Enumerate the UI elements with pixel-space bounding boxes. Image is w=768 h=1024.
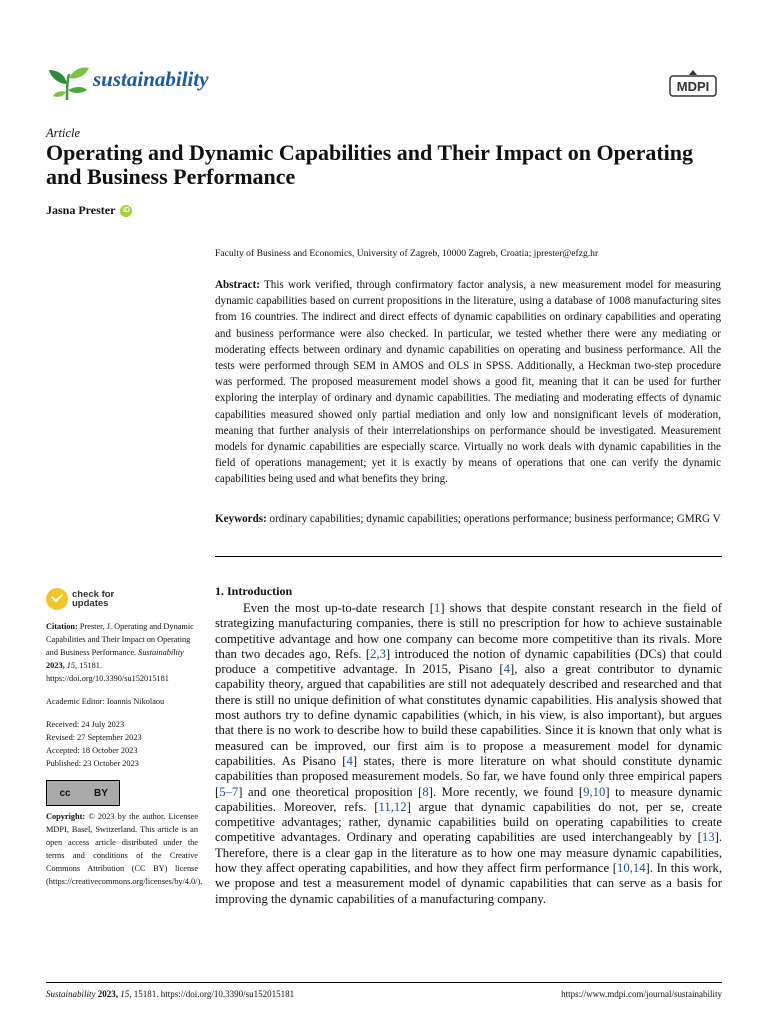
dates bbox=[46, 718, 198, 770]
article-type: Article bbox=[46, 126, 81, 140]
copyright-label: Copyright: bbox=[46, 812, 86, 821]
intro-text: ] states, there is more literature on what should constitute dynamic capabilities than proposed measurement models. So far, we have found only three empirical papers [ bbox=[215, 753, 722, 799]
published-date: Published: 23 October 2023 bbox=[46, 759, 139, 768]
footer-journal: Sustainability bbox=[46, 989, 96, 999]
citation-volume: 15, bbox=[66, 661, 78, 670]
intro-text: ] shows that despite constant research in the field of strategizing manufacturing companies, there is still no prescription for how to achieve sustainable competitive advantage and how one company can become more competitive than its rivals. More than two decades ago, Refs. [ bbox=[215, 601, 723, 661]
intro-text: Even the most up-to-date research [ bbox=[243, 601, 434, 615]
introduction-paragraph bbox=[215, 601, 722, 907]
citation-label: Citation: bbox=[46, 622, 78, 631]
check-for-updates-button[interactable] bbox=[46, 588, 198, 610]
footer-citation bbox=[46, 989, 294, 999]
keywords bbox=[215, 511, 721, 527]
revised-date: Revised: 27 September 2023 bbox=[46, 733, 142, 742]
orcid-icon[interactable]: iD bbox=[120, 205, 132, 217]
copyright-text: © 2023 by the author. Licensee MDPI, Basel, Switzerland. This article is an open access article distributed under the terms and conditions of the Creative Commons Attribution (CC BY) license (https://creativecommons.org/licenses/by/4.0/). bbox=[46, 812, 203, 886]
ref-link[interactable]: 13 bbox=[701, 830, 715, 845]
journal-logo-icon bbox=[45, 62, 91, 102]
intro-text: ] introduced the notion of dynamic capabilities (DCs) that could produce a competitive advantage. In 2015, Pisano [ bbox=[215, 646, 722, 677]
intro-text: ] argue that dynamic capabilities do not, per se, create competitive advantages; rather, dynamic capabilities build on operating capabilities to create competitive advantages. Ordinary and operating capabilities are used interchangeably by [ bbox=[215, 799, 722, 845]
citation bbox=[46, 620, 198, 685]
footer-divider bbox=[46, 982, 722, 983]
ref-link[interactable]: 1 bbox=[434, 601, 441, 615]
ref-link[interactable]: 4 bbox=[346, 753, 353, 768]
intro-text: ]. Therefore, there is a clear gap in the literature as to how one may measure dynamic capabilities, how they affect operating capabilities, and how they affect firm performance [ bbox=[215, 830, 722, 876]
ref-link[interactable]: 4 bbox=[503, 662, 510, 677]
sidebar bbox=[46, 588, 203, 898]
abstract-label: Abstract: bbox=[215, 279, 260, 291]
mdpi-logo-icon[interactable] bbox=[668, 68, 718, 98]
academic-editor: Academic Editor: Ioannis Nikolaou bbox=[46, 697, 165, 706]
citation-text: Prester, J. Operating and Dynamic Capabilities and Their Impact on Operating and Business Performance. bbox=[46, 622, 194, 657]
section-heading: 1. Introduction bbox=[215, 584, 293, 598]
ref-link[interactable]: 11,12 bbox=[378, 799, 407, 814]
journal-name[interactable]: sustainability bbox=[93, 67, 209, 91]
ref-link[interactable]: 5–7 bbox=[219, 784, 239, 799]
footer-url[interactable]: https://www.mdpi.com/journal/sustainability bbox=[561, 989, 722, 999]
ref-link[interactable]: 9,10 bbox=[583, 784, 606, 799]
keywords-label: Keywords: bbox=[215, 513, 267, 525]
intro-text: ] and one theoretical proposition [ bbox=[238, 784, 423, 799]
cc-by-license-icon[interactable] bbox=[46, 780, 120, 806]
footer-doi[interactable]: 15181. https://doi.org/10.3390/su152015181 bbox=[133, 989, 295, 999]
ref-link[interactable]: 8 bbox=[422, 784, 429, 799]
affiliation: Faculty of Business and Economics, University of Zagreb, 10000 Zagreb, Croatia; jprester@efzg.hr bbox=[215, 248, 599, 259]
author-name[interactable]: Jasna Prester bbox=[46, 203, 116, 217]
intro-text: ]. In this work, we propose and test a measurement model of dynamic capabilities that can serve as a basis for improving the dynamic capabilities of a manufacturing company. bbox=[215, 861, 722, 906]
ref-link[interactable]: 10,14 bbox=[617, 861, 646, 876]
article-title: Operating and Dynamic Capabilities and Their Impact on Operating and Business Performance bbox=[46, 140, 694, 189]
check-icon bbox=[46, 588, 68, 610]
ref-link[interactable]: 2,3 bbox=[370, 646, 386, 661]
citation-year: 2023, bbox=[46, 661, 65, 670]
author bbox=[46, 203, 132, 218]
citation-journal: Sustainability bbox=[138, 648, 184, 657]
by-label: BY bbox=[94, 787, 108, 799]
abstract-text: This work verified, through confirmatory factor analysis, a new measurement model for measuring dynamic capabilities based on current propositions in the literature, using a database of 1008 manufacturing sites from 16 countries. The indirect and direct effects of dynamic capabilities on ordinary capabilities and operating and business performance were also checked. In particular, we tested whether there were any mediating or moderating effects between ordinary and dynamic capabilities on operating and business performance. All the tests were performed through SEM in AMOS and OLS in SPSS. Additionally, a Heckman two-step procedure was performed. The proposed measurement model shows a good fit, meaning that it can be used for further exploring the interplay of ordinary and dynamic capabilities. The mediating and moderating effects of dynamic capabilities measured showed only partial mediation and only low and nonsignificant levels of moderation, meaning that further analysis of their interrelationships on performance should be investigated. Measurement models for dynamic capabilities are especially scarce. Virtually no work deals with dynamic capabilities in the field of operations management; yet it is exactly by means of operations that one can verify the dynamic capabilities being used and what benefits they bring. bbox=[215, 279, 721, 486]
received-date: Received: 24 July 2023 bbox=[46, 720, 125, 729]
copyright bbox=[46, 810, 203, 888]
accepted-date: Accepted: 18 October 2023 bbox=[46, 746, 138, 755]
divider bbox=[215, 556, 722, 557]
footer-volume: 15, bbox=[120, 989, 132, 999]
publisher-label: MDPI bbox=[676, 79, 710, 94]
footer-year: 2023, bbox=[97, 989, 118, 999]
abstract bbox=[215, 277, 721, 488]
citation-doi[interactable]: 15181. https://doi.org/10.3390/su152015181 bbox=[46, 661, 169, 683]
cc-label: cc bbox=[59, 787, 71, 799]
intro-text: ], also a great contributor to dynamic capability theory, argued that capabilities are still not adequately described and researched and that there is still no unique definition of what constitutes dynamic capabilities. His analysis showed that most authors try to define dynamic capabilities (which, in his view, is also important), but argues that there is no work to describe how to build these capabilities. Since it is known that only what is measured can be improved, our first aim is to propose a measurement model for dynamic capabilities. As Pisano [ bbox=[215, 662, 722, 768]
check-line2: updates bbox=[72, 598, 109, 609]
check-line1: check for bbox=[72, 588, 115, 600]
intro-text: ]. More recently, we found [ bbox=[428, 784, 584, 799]
keywords-text: ordinary capabilities; dynamic capabilities; operations performance; business performance; GMRG V bbox=[269, 513, 721, 525]
intro-text: ] to measure dynamic capabilities. Moreover, refs. [ bbox=[215, 784, 722, 814]
